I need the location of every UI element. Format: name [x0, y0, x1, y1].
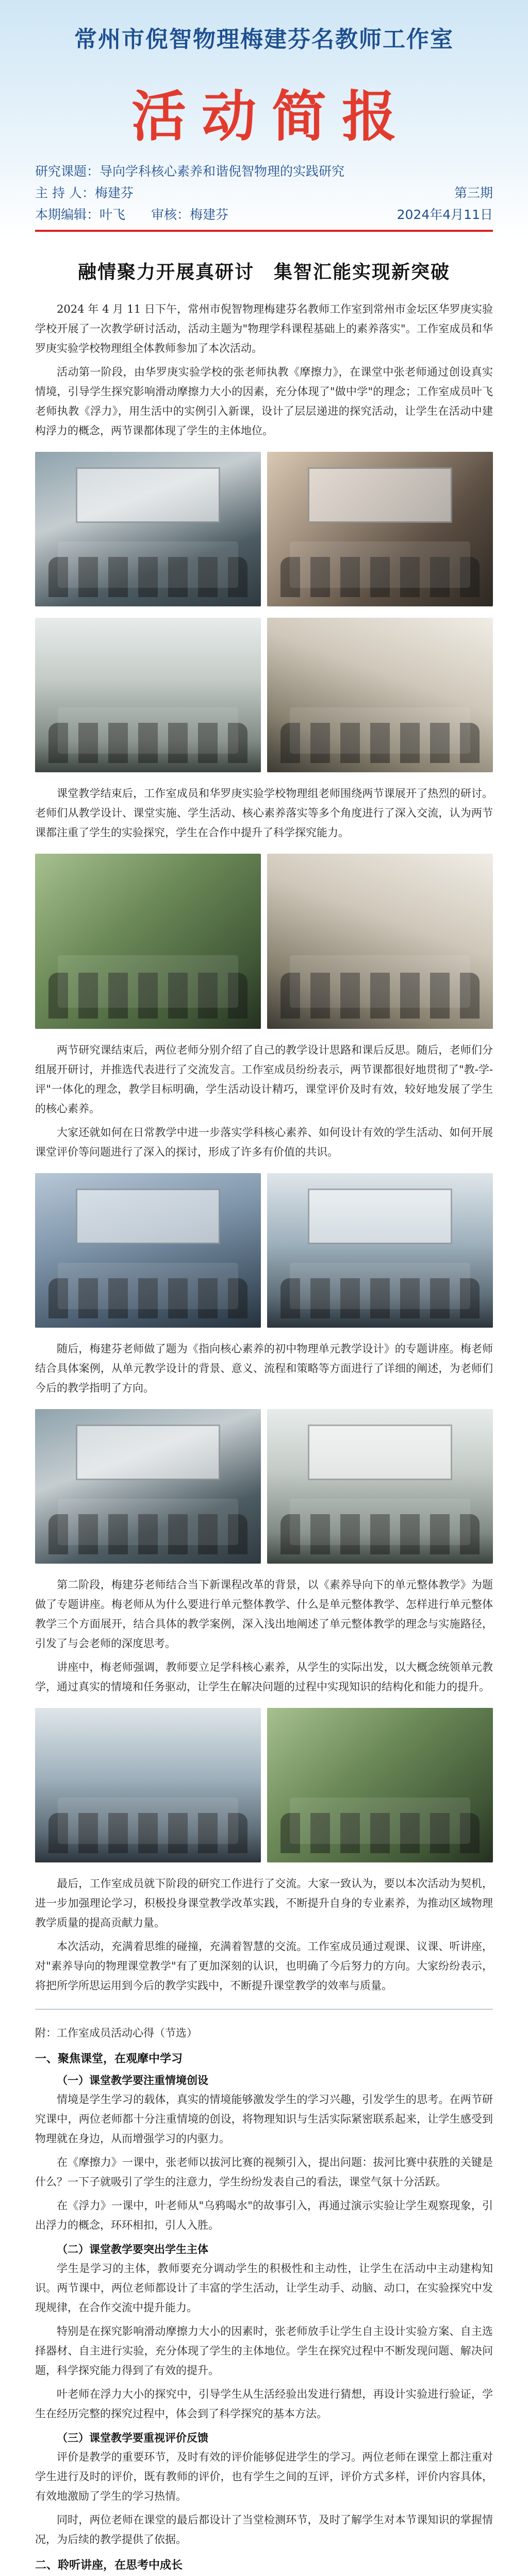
paragraph: 评价是教学的重要环节，及时有效的评价能够促进学生的学习。两位老师在课堂上都注重对学生进行及时的评价，既有教师的评价，也有学生之间的互评，评价方式多样，评价内容具体，有效地激励了学生的学习热情。: [35, 2451, 493, 2502]
photo-row: [35, 618, 493, 772]
editor-line: [35, 204, 228, 226]
topic-value: 导向学科核心素养和谐倪智物理的实践研究: [100, 164, 345, 179]
photo-row: [35, 1173, 493, 1328]
photo-row: [35, 452, 493, 606]
paragraph: 讲座中，梅老师强调，教师要立足学科核心素养，从学生的实际出发，以大概念统领单元教学，通过真实的情境和任务驱动，让学生在解决问题的过程中实现知识的结构化和能力的提升。: [35, 1661, 493, 1693]
classroom-photo: [35, 618, 261, 772]
newsletter-title: 活动简报: [131, 85, 412, 148]
host-line: [35, 182, 134, 204]
lecture-photo: [35, 1409, 261, 1564]
editor-value: 叶飞: [100, 207, 126, 222]
photo-row: [35, 854, 493, 1029]
student-activity-photo: [35, 854, 261, 1029]
paragraph: 本次活动，充满着思维的碰撞，充满着智慧的交流。工作室成员通过观课、议课、听讲座，对"素养导向的物理课堂教学"有了更加深刻的认识，也明确了今后努力的方向。大家纷纷表示，将把所学所思运用到今后的教学实践中，不断提升课堂教学的效率与质量。: [35, 1940, 493, 1992]
discussion-photo: [267, 1173, 493, 1328]
paragraph: 学生是学习的主体，教师要充分调动学生的积极性和主动性，让学生在活动中主动建构知识。两节课中，两位老师都设计了丰富的学生活动，让学生动手、动脑、动口，在实验探究中发现规律，在合作交流中提升能力。: [35, 2262, 493, 2314]
paragraph: 最后，工作室成员就下阶段的研究工作进行了交流。大家一致认为，要以本次活动为契机，进一步加强理论学习，积极投身课堂教学改革实践，不断提升自身的专业素养，为推动区域物理教学质量的提高贡献力量。: [35, 1877, 493, 1929]
topic-label: 研究课题：: [35, 164, 100, 179]
header-rule: [35, 230, 493, 232]
paragraph: 特别是在探究影响滑动摩擦力大小的因素时，张老师放手让学生自主设计实验方案、自主选择器材、自主进行实验，充分体现了学生的主体地位。学生在探究过程中不断发现问题、解决问题，科学探究能力得到了有效的提升。: [35, 2325, 493, 2377]
paragraph: 叶老师在浮力大小的探究中，引导学生从生活经验出发进行猜想，再设计实验进行验证，学生在经历完整的探究过程中，体会到了科学探究的基本方法。: [35, 2388, 493, 2420]
classroom-photo: [267, 618, 493, 772]
classroom-photo: [267, 452, 493, 606]
meta-row-topic: [35, 161, 493, 182]
student-activity-photo: [267, 854, 493, 1029]
photo-row: [35, 1708, 493, 1862]
paragraph: 情境是学生学习的载体，真实的情境能够激发学生的学习兴趣，引发学生的思考。在两节研究课中，两位老师都十分注重情境的创设，将物理知识与生活实际紧密联系起来，让学生感受到物理就在身边，从而增强学习的内驱力。: [35, 2093, 493, 2145]
studio-name: 常州市倪智物理梅建芬名教师工作室: [74, 26, 454, 53]
discussion-photo: [35, 1173, 261, 1328]
topic-line: [35, 161, 344, 182]
section-divider: [35, 2009, 493, 2010]
masthead: [0, 0, 528, 237]
subsection-heading: （一）课堂教学要注重情境创设: [57, 2074, 208, 2087]
meta-row-host: [35, 182, 493, 204]
host-value: 梅建芬: [94, 185, 134, 200]
group-photo: [35, 1708, 261, 1862]
paragraph: 活动第一阶段，由华罗庚实验学校的张老师执教《摩擦力》，在课堂中张老师通过创设真实情境，引导学生探究影响滑动摩擦力大小的因素，充分体现了"做中学"的理念；工作室成员叶飞老师执教《浮力》，用生活中的实例引入新课，设计了层层递进的探究活动，让学生在活动中建构浮力的概念，两节课都体现了学生的主体地位。: [35, 366, 493, 437]
paragraph: 大家还就如何在日常教学中进一步落实学科核心素养、如何设计有效的学生活动、如何开展课堂评价等问题进行了深入的探讨，形成了许多有价值的共识。: [35, 1126, 493, 1158]
lecture-photo: [267, 1409, 493, 1564]
subsection-heading: （三）课堂教学要重视评价反馈: [57, 2432, 208, 2444]
host-label: 主 持 人：: [35, 185, 95, 200]
paragraph: 随后，梅建芬老师做了题为《指向核心素养的初中物理单元教学设计》的专题讲座。梅老师结合具体案例，从单元教学设计的背景、意义、流程和策略等方面进行了详细的阐述，为老师们今后的教学指明了方向。: [35, 1343, 493, 1394]
reviewer-label: 审核：: [151, 207, 190, 222]
paragraph: 在《摩擦力》一课中，张老师以拔河比赛的视频引入，提出问题：拔河比赛中获胜的关键是什么？一下子就吸引了学生的注意力，学生纷纷发表自己的看法，课堂气氛十分活跃。: [35, 2156, 493, 2188]
section-heading: 二、聆听讲座，在思考中成长: [35, 2559, 183, 2572]
subsection-heading: （二）课堂教学要突出学生主体: [57, 2243, 208, 2256]
classroom-photo: [35, 452, 261, 606]
reflection-intro: 附：工作室成员活动心得（节选）: [35, 2027, 197, 2039]
meta-row-editor: [35, 204, 493, 226]
paragraph: 同时，两位老师在课堂的最后都设计了当堂检测环节，及时了解学生对本节课知识的掌握情况，为后续的教学提供了依据。: [35, 2514, 493, 2546]
photo-row: [35, 1409, 493, 1564]
section-heading: 一、聚焦课堂，在观摩中学习: [35, 2053, 183, 2065]
issue-number: 第三期: [454, 185, 493, 200]
paragraph: 2024 年 4 月 11 日下午，常州市倪智物理梅建芬名教师工作室到常州市金坛区华罗庚实验学校开展了一次教学研讨活动，活动主题为"物理学科课程基础上的素养落实"。工作室成员和华罗庚实验学校物理组全体教师参加了本次活动。: [35, 303, 493, 354]
editor-label: 本期编辑：: [35, 207, 100, 222]
meta-block: [35, 161, 493, 232]
reviewer-value: 梅建芬: [190, 207, 229, 222]
paragraph: 在《浮力》一课中，叶老师从"乌鸦喝水"的故事引入，再通过演示实验让学生观察现象，引出浮力的概念，环环相扣，引人入胜。: [35, 2199, 493, 2231]
paragraph: 第二阶段，梅建芬老师结合当下新课程改革的背景，以《素养导向下的单元整体教学》为题做了专题讲座。梅老师从为什么要进行单元整体教学、什么是单元整体教学、怎样进行单元整体教学三个方面展开，结合具体的教学案例，深入浅出地阐述了单元整体教学的理念与实施路径，引发了与会老师的深度思考。: [35, 1579, 493, 1650]
paragraph: 课堂教学结束后，工作室成员和华罗庚实验学校物理组老师围绕两节课展开了热烈的研讨。老师们从教学设计、课堂实施、学生活动、核心素养落实等多个角度进行了深入交流，认为两节课都注重了学生的实验探究，学生在合作中提升了科学探究能力。: [35, 787, 493, 839]
issue-date: 2024年4月11日: [397, 207, 493, 222]
article-headline: 融情聚力开展真研讨 集智汇能实现新突破: [77, 261, 450, 283]
campus-photo: [267, 1708, 493, 1862]
paragraph: 两节研究课结束后，两位老师分别介绍了自己的教学设计思路和课后反思。随后，老师们分组展开研讨，并推选代表进行了交流发言。工作室成员纷纷表示，两节课都很好地贯彻了"教-学-评"一体化的理念，教学目标明确，学生活动设计精巧，课堂评价及时有效，较好地发展了学生的核心素养。: [35, 1044, 493, 1115]
article: [0, 258, 528, 2576]
